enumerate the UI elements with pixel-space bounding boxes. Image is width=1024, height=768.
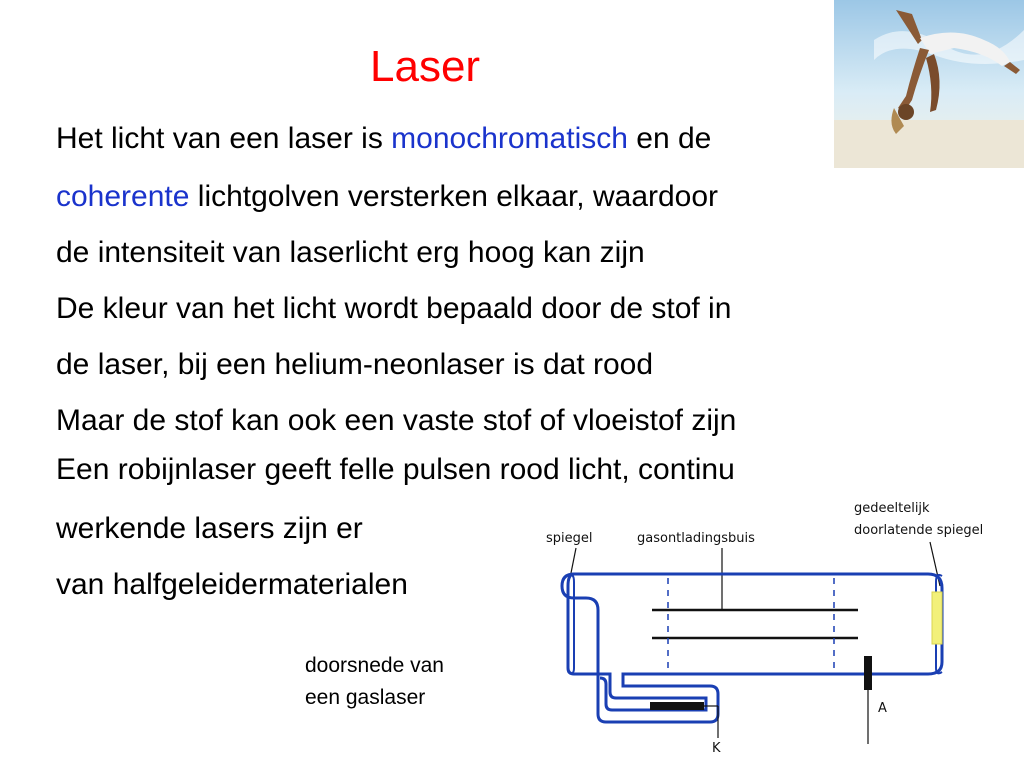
text-line-4: De kleur van het licht wordt bepaald door de stof in [56,292,732,325]
label-gedeeltelijk: gedeeltelijk [854,501,930,516]
text-line-5: de laser, bij een helium-neonlaser is dat rood [56,348,654,381]
partial-mirror [932,592,942,644]
text-line-9: van halfgeleidermaterialen [56,568,408,601]
slide-title: Laser [370,42,481,91]
text-line-2 [56,180,718,214]
label-cathode: K [712,741,721,756]
term-monochromatisch: monochromatisch [391,122,628,155]
tube-outline [562,574,942,722]
term-coherente: coherente [56,180,190,213]
text-span: en de [627,122,712,155]
tube-inner-wall [568,574,706,710]
caption-line-1: doorsnede van [305,654,444,677]
text-line-3: de intensiteit van laserlicht erg hoog kan zijn [56,236,645,269]
label-anode: A [878,701,887,716]
text-span: Het licht van een laser is [56,122,392,155]
text-line-1 [56,122,711,156]
text-span: lichtgolven versterken elkaar, waardoor [189,180,719,213]
text-line-7: Een robijnlaser geeft felle pulsen rood licht, continu [56,453,735,486]
caption-line-2: een gaslaser [305,686,426,709]
gaslaser-diagram [530,492,1024,768]
label-doorlatende-spiegel: doorlatende spiegel [854,523,984,538]
beach-photo [834,0,1024,168]
text-line-8: werkende lasers zijn er [56,512,363,545]
label-spiegel: spiegel [546,531,593,546]
label-gasontladingsbuis: gasontladingsbuis [637,531,755,546]
cathode [650,702,704,710]
text-line-6: Maar de stof kan ook een vaste stof of vloeistof zijn [56,404,737,437]
anode [864,656,872,690]
